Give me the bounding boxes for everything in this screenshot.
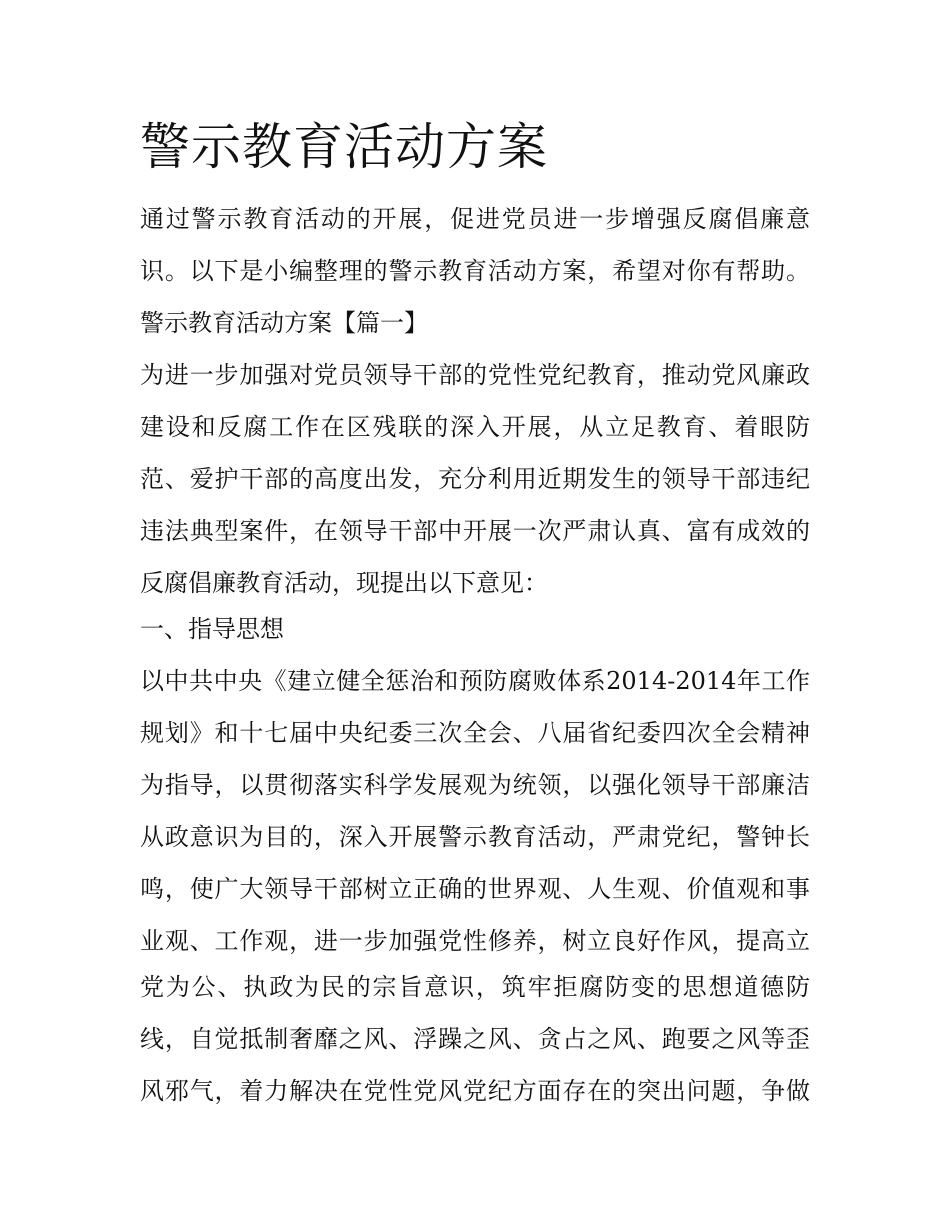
section-heading: 警示教育活动方案【篇一】	[140, 309, 428, 337]
text-line: 从政意识为目的，深入开展警示教育活动，严肃党纪，警钟长	[140, 823, 810, 851]
text-line: 违法典型案件，在领导干部中开展一次严肃认真、富有成效的	[140, 517, 810, 545]
text-line: 党为公、执政为民的宗旨意识，筑牢拒腐防变的思想道德防	[140, 973, 810, 1001]
text-line: 为指导，以贯彻落实科学发展观为统领，以强化领导干部廉洁	[140, 771, 810, 799]
text-line: 为进一步加强对党员领导干部的党性党纪教育，推动党风廉政	[140, 361, 810, 389]
text-line: 鸣，使广大领导干部树立正确的世界观、人生观、价值观和事	[140, 875, 810, 903]
text-line: 反腐倡廉教育活动，现提出以下意见：	[140, 569, 548, 597]
text-line: 范、爱护干部的高度出发，充分利用近期发生的领导干部违纪	[140, 465, 810, 493]
section-heading: 一、指导思想	[140, 615, 284, 643]
text-line: 业观、工作观，进一步加强党性修养，树立良好作风，提高立	[140, 927, 810, 955]
text-line: 识。以下是小编整理的警示教育活动方案，希望对你有帮助。	[140, 257, 810, 285]
text-line: 风邪气，着力解决在党性党风党纪方面存在的突出问题，争做	[140, 1077, 810, 1105]
text-line: 通过警示教育活动的开展，促进党员进一步增强反腐倡廉意	[140, 205, 810, 233]
text-line: 规划》和十七届中央纪委三次全会、八届省纪委四次全会精神	[140, 719, 810, 747]
text-line: 以中共中央《建立健全惩治和预防腐败体系2014-2014年工作	[140, 667, 810, 695]
text-line: 建设和反腐工作在区残联的深入开展，从立足教育、着眼防	[140, 413, 810, 441]
document-title: 警示教育活动方案	[140, 118, 548, 176]
text-line: 线，自觉抵制奢靡之风、浮躁之风、贪占之风、跑要之风等歪	[140, 1025, 810, 1053]
